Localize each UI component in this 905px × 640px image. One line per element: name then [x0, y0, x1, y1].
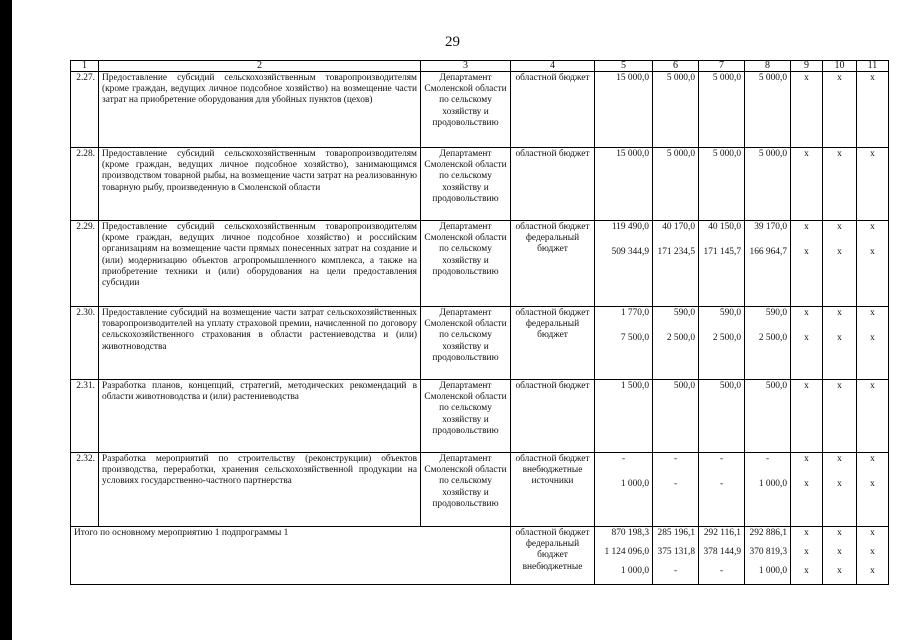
row-col-9: x [791, 148, 823, 221]
total-row [71, 527, 889, 585]
row-col-9: x [791, 72, 823, 148]
row-total: 119 490,0 509 344,9 [595, 221, 653, 307]
row-year-3: 5 000,0 [745, 72, 791, 148]
row-total: 15 000,0 [595, 72, 653, 148]
row-department: Департамент Смоленской области по сельскому хозяйству и продовольствию [421, 453, 511, 527]
row-source: областной бюджет федеральный бюджет [511, 221, 595, 307]
row-col-10: x x [823, 307, 857, 380]
row-year-2: 590,0 2 500,0 [699, 307, 745, 380]
row-source: областной бюджет внебюджетные источники [511, 453, 595, 527]
row-number: 2.29. [71, 221, 99, 307]
table-row [71, 380, 889, 453]
col-header: 8 [745, 61, 791, 72]
row-year-1: 590,0 2 500,0 [653, 307, 699, 380]
row-description: Предоставление субсидий сельскохозяйственным товаропроизводителям (кроме граждан, ведущих личное подсобное хозяйство) и российским организациям на возмещение части прямых понесенных затрат на создание и (или) модернизацию объектов агропромышленного комплекса, а также на приобретение техники и (или) оборудования на цели предоставления субсидии [99, 221, 421, 307]
row-year-1: 5 000,0 [653, 148, 699, 221]
col-header: 4 [511, 61, 595, 72]
row-col-10: x [823, 148, 857, 221]
page-number: 29 [445, 34, 460, 50]
row-year-1: 5 000,0 [653, 72, 699, 148]
total-col-10: x x x [823, 527, 857, 585]
row-col-9: x x [791, 453, 823, 527]
budget-table [70, 60, 889, 585]
row-number: 2.31. [71, 380, 99, 453]
total-col-5: 870 198,3 1 124 096,0 1 000,0 [595, 527, 653, 585]
col-header: 3 [421, 61, 511, 72]
row-total: 1 500,0 [595, 380, 653, 453]
row-year-3: - 1 000,0 [745, 453, 791, 527]
col-header: 1 [71, 61, 99, 72]
col-header: 2 [99, 61, 421, 72]
row-source: областной бюджет [511, 148, 595, 221]
table-row [71, 221, 889, 307]
row-year-1: 500,0 [653, 380, 699, 453]
total-col-7: 292 116,1 378 144,9 - [699, 527, 745, 585]
row-description: Предоставление субсидий сельскохозяйственным товаропроизводителям (кроме граждан, ведущих личное подсобное хозяйство), занимающимся производством товарной рыбы, на возмещение части затрат на реализованную товарную рыбу, произведенную в Смоленской области [99, 148, 421, 221]
row-description: Разработка планов, концепций, стратегий, методических рекомендаций в области животноводства и (или) растениеводства [99, 380, 421, 453]
row-description: Разработка мероприятий по строительству (реконструкции) объектов производства, переработки, хранения сельскохозяйственной продукции на условиях государственно-частного партнерства [99, 453, 421, 527]
row-total: 15 000,0 [595, 148, 653, 221]
row-department: Департамент Смоленской области по сельскому хозяйству и продовольствию [421, 148, 511, 221]
row-col-10: x [823, 380, 857, 453]
table-row [71, 148, 889, 221]
row-col-11: x x [857, 221, 889, 307]
total-col-6: 285 196,1 375 131,8 - [653, 527, 699, 585]
row-year-2: 40 150,0 171 145,7 [699, 221, 745, 307]
row-department: Департамент Смоленской области по сельскому хозяйству и продовольствию [421, 72, 511, 148]
row-year-3: 39 170,0 166 964,7 [745, 221, 791, 307]
row-description: Предоставление субсидий на возмещение части затрат сельскохозяйственных товаропроизводителей на уплату страховой премии, начисленной по договору сельскохозяйственного страхования в области растениеводства и (или) животноводства [99, 307, 421, 380]
total-sources: областной бюджет федеральный бюджет внебюджетные [511, 527, 595, 585]
row-department: Департамент Смоленской области по сельскому хозяйству и продовольствию [421, 307, 511, 380]
row-col-9: x x [791, 221, 823, 307]
row-year-2: - - [699, 453, 745, 527]
row-total: 1 770,0 7 500,0 [595, 307, 653, 380]
row-year-2: 5 000,0 [699, 72, 745, 148]
row-number: 2.32. [71, 453, 99, 527]
row-col-9: x x [791, 307, 823, 380]
row-col-11: x [857, 72, 889, 148]
row-department: Департамент Смоленской области по сельскому хозяйству и продовольствию [421, 380, 511, 453]
row-col-10: x x [823, 221, 857, 307]
row-year-3: 590,0 2 500,0 [745, 307, 791, 380]
row-source: областной бюджет [511, 380, 595, 453]
row-col-11: x [857, 148, 889, 221]
row-number: 2.27. [71, 72, 99, 148]
col-header: 6 [653, 61, 699, 72]
row-source: областной бюджет [511, 72, 595, 148]
row-col-10: x [823, 72, 857, 148]
total-label: Итого по основному мероприятию 1 подпрограммы 1 [71, 527, 511, 585]
col-header: 5 [595, 61, 653, 72]
row-year-1: 40 170,0 171 234,5 [653, 221, 699, 307]
col-header: 9 [791, 61, 823, 72]
scan-edge-bar [0, 0, 12, 640]
row-col-9: x [791, 380, 823, 453]
row-col-11: x [857, 380, 889, 453]
col-header: 7 [699, 61, 745, 72]
row-col-11: x x [857, 453, 889, 527]
row-year-2: 500,0 [699, 380, 745, 453]
col-header: 11 [857, 61, 889, 72]
row-source: областной бюджет федеральный бюджет [511, 307, 595, 380]
col-header: 10 [823, 61, 857, 72]
total-col-11: x x x [857, 527, 889, 585]
table-row [71, 72, 889, 148]
row-total: - 1 000,0 [595, 453, 653, 527]
row-col-11: x x [857, 307, 889, 380]
table-row [71, 453, 889, 527]
row-year-1: - - [653, 453, 699, 527]
row-number: 2.28. [71, 148, 99, 221]
row-year-3: 5 000,0 [745, 148, 791, 221]
row-year-2: 5 000,0 [699, 148, 745, 221]
total-col-9: x x x [791, 527, 823, 585]
table-row [71, 307, 889, 380]
row-department: Департамент Смоленской области по сельскому хозяйству и продовольствию [421, 221, 511, 307]
header-row [71, 61, 889, 72]
total-col-8: 292 886,1 370 819,3 1 000,0 [745, 527, 791, 585]
row-col-10: x x [823, 453, 857, 527]
row-description: Предоставление субсидий сельскохозяйственным товаропроизводителям (кроме граждан, ведущих личное подсобное хозяйство) на возмещение части затрат на приобретение оборудования для убойных пунктов (цехов) [99, 72, 421, 148]
row-number: 2.30. [71, 307, 99, 380]
row-year-3: 500,0 [745, 380, 791, 453]
